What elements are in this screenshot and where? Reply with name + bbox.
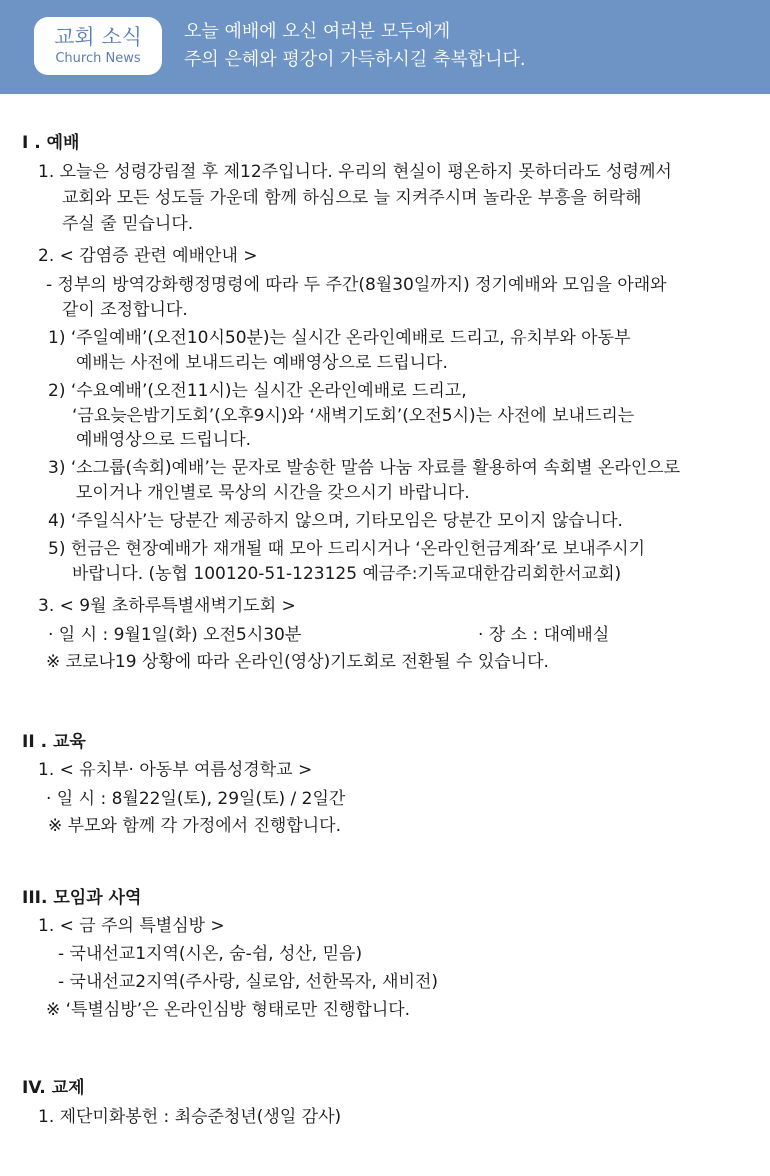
worship-sub-3-line-1: 3) ‘소그룹(속회)예배’는 문자로 발송한 말씀 나눔 자료를 활용하여 속회별 온라인으로 bbox=[48, 458, 681, 478]
worship-item-2-line-2: 같이 조정합니다. bbox=[62, 300, 188, 320]
education-date: · 일 시 : 8월22일(토), 29일(토) / 2일간 bbox=[46, 789, 346, 809]
church-news-badge bbox=[34, 17, 162, 75]
worship-sub-1-line-1: 1) ‘주일예배’(오전10시50분)는 실시간 온라인예배로 드리고, 유치부와 아동부 bbox=[48, 328, 631, 348]
prayer-note: ※ 코로나19 상황에 따라 온라인(영상)기도회로 전환될 수 있습니다. bbox=[46, 652, 549, 672]
badge-subtitle: Church News bbox=[55, 51, 141, 66]
education-note: ※ 부모와 함께 각 가정에서 진행합니다. bbox=[48, 816, 341, 836]
greeting-line-1: 오늘 예배에 오신 여러분 모두에게 bbox=[184, 21, 451, 42]
section-worship-title: I . 예배 bbox=[22, 133, 80, 153]
worship-sub-2-line-1: 2) ‘수요예배’(오전11시)는 실시간 온라인예배로 드리고, bbox=[48, 381, 467, 401]
worship-sub-5-line-2: 바랍니다. (농협 100120-51-123125 예금주:기독교대한감리회한서교회) bbox=[72, 564, 622, 584]
worship-sub-5-line-1: 5) 헌금은 현장예배가 재개될 때 모아 드리시거나 ‘온라인헌금계좌’로 보내주시기 bbox=[48, 539, 645, 559]
worship-item-2-line-1: - 정부의 방역강화행정명령에 따라 두 주간(8월30일까지) 정기예배와 모임을 아래와 bbox=[46, 275, 667, 295]
section-education-title: II . 교육 bbox=[22, 732, 86, 752]
worship-item-1-line-3: 주실 줄 믿습니다. bbox=[62, 214, 194, 234]
prayer-date: · 일 시 : 9월1일(화) 오전5시30분 bbox=[48, 625, 302, 645]
worship-sub-3-line-2: 모이거나 개인별로 묵상의 시간을 갖으시기 바랍니다. bbox=[76, 483, 470, 503]
section-fellowship-title: IV. 교제 bbox=[22, 1078, 85, 1098]
greeting bbox=[184, 18, 526, 74]
ministry-note: ※ ‘특별심방’은 온라인심방 형태로만 진행합니다. bbox=[46, 1000, 411, 1020]
worship-item-3-heading: 3. < 9월 초하루특별새벽기도회 > bbox=[38, 596, 296, 616]
news-header bbox=[0, 0, 770, 94]
worship-sub-2-line-3: 예배영상으로 드립니다. bbox=[76, 430, 252, 450]
worship-item-2-heading: 2. < 감염증 관련 예배안내 > bbox=[38, 246, 258, 266]
worship-sub-4: 4) ‘주일식사’는 당분간 제공하지 않으며, 기타모임은 당분간 모이지 않습니다. bbox=[48, 511, 623, 531]
ministry-region-2: - 국내선교2지역(주사랑, 실로암, 선한목자, 새비전) bbox=[58, 972, 439, 992]
worship-sub-1-line-2: 예배는 사전에 보내드리는 예배영상으로 드립니다. bbox=[76, 353, 448, 373]
fellowship-item-1: 1. 제단미화봉헌 : 최승준청년(생일 감사) bbox=[38, 1107, 342, 1127]
section-ministry-title: III. 모임과 사역 bbox=[22, 888, 142, 908]
ministry-item-1: 1. < 금 주의 특별심방 > bbox=[38, 916, 225, 936]
badge-title: 교회 소식 bbox=[54, 25, 142, 49]
worship-sub-2-line-2: ‘금요늦은밤기도회’(오후9시)와 ‘새벽기도회’(오전5시)는 사전에 보내드리는 bbox=[72, 406, 635, 426]
worship-item-1-line-1: 1. 오늘은 성령강림절 후 제12주입니다. 우리의 현실이 평온하지 못하더라도 성령께서 bbox=[38, 162, 672, 182]
worship-item-1-line-2: 교회와 모든 성도들 가운데 함께 하심으로 늘 지켜주시며 놀라운 부흥을 허락해 bbox=[62, 188, 642, 208]
greeting-line-2: 주의 은혜와 평강이 가득하시길 축복합니다. bbox=[184, 49, 526, 70]
ministry-region-1: - 국내선교1지역(시온, 숨-쉼, 성산, 믿음) bbox=[58, 944, 363, 964]
prayer-place: · 장 소 : 대예배실 bbox=[478, 625, 610, 645]
education-item-1: 1. < 유치부· 아동부 여름성경학교 > bbox=[38, 760, 313, 780]
